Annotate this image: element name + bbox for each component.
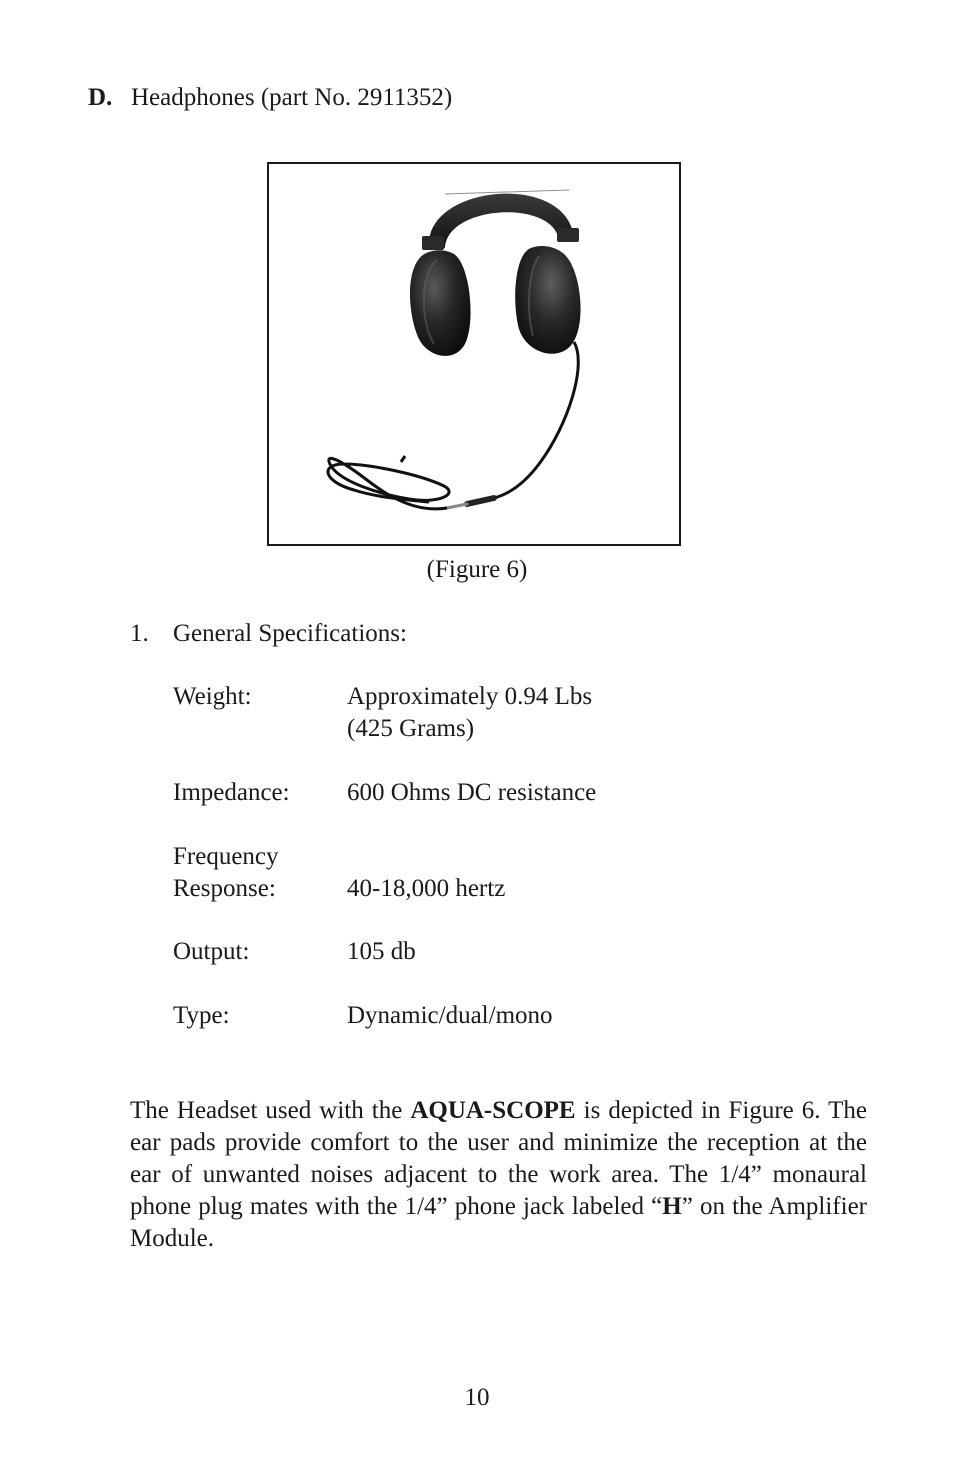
type-value: Dynamic/dual/mono xyxy=(347,1002,553,1029)
section-title: Headphones (part No. 2911352) xyxy=(131,84,453,111)
impedance-value: 600 Ohms DC resistance xyxy=(347,779,597,806)
spec-heading xyxy=(130,618,407,650)
cable xyxy=(494,342,578,498)
figure-frame xyxy=(267,162,681,546)
section-heading xyxy=(88,82,452,114)
description-part2: is depicted in Figure 6. The ear pads provide comfort to the user and minimize the reception at the ear of unwanted noises adjacent to the work area. The 1/4” monaural phone plug mates with the 1/4” phone jack labeled “ xyxy=(130,1097,867,1220)
right-ear-cup xyxy=(515,246,580,354)
description-part3: ” on the Amplifier Module. xyxy=(130,1193,867,1252)
headband xyxy=(429,194,574,248)
product-name: AQUA-SCOPE xyxy=(410,1097,576,1124)
headphones-photo xyxy=(269,164,679,544)
page-number: 10 xyxy=(464,1384,490,1411)
jack-label: H xyxy=(662,1193,682,1220)
frequency-label-line1: Frequency xyxy=(173,843,279,870)
weight-value-line1: Approximately 0.94 Lbs xyxy=(347,683,593,710)
frequency-value: 40-18,000 hertz xyxy=(347,875,506,902)
left-ear-cup xyxy=(410,250,471,356)
description-paragraph xyxy=(130,1095,867,1255)
output-label: Output: xyxy=(173,938,250,965)
phone-plug xyxy=(467,498,494,504)
coiled-cable xyxy=(328,458,449,508)
figure-caption: (Figure 6) xyxy=(426,556,528,583)
section-letter: D. xyxy=(88,84,113,111)
description-part1: The Headset used with the xyxy=(130,1097,411,1124)
weight-value-line2: (425 Grams) xyxy=(347,715,475,742)
spec-number: 1. xyxy=(130,620,149,647)
spec-heading-text: General Specifications: xyxy=(173,620,407,647)
output-value: 105 db xyxy=(347,938,416,965)
weight-label: Weight: xyxy=(173,683,252,710)
impedance-label: Impedance: xyxy=(173,779,290,806)
type-label: Type: xyxy=(173,1002,230,1029)
frequency-label-line2: Response: xyxy=(173,875,276,902)
